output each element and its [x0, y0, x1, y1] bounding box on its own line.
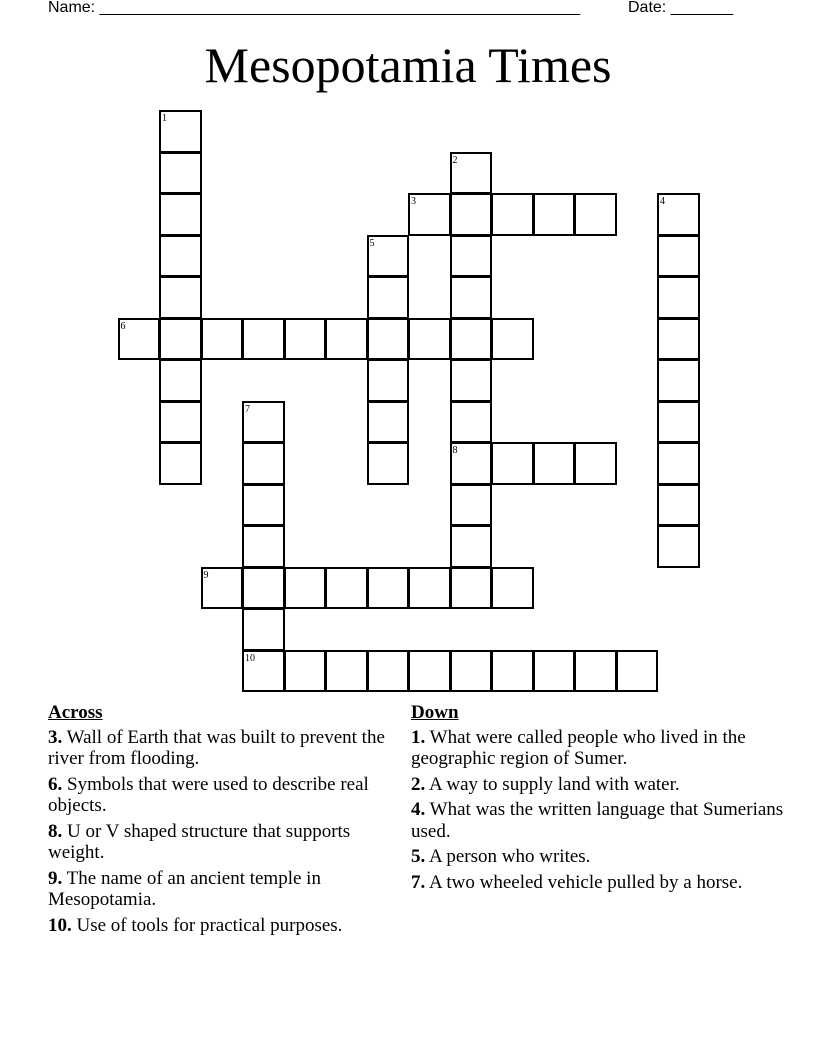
crossword-cell[interactable]: [450, 359, 493, 402]
crossword-cell[interactable]: [450, 401, 493, 444]
clue-number: 10: [245, 652, 255, 664]
clue-number: 6: [120, 320, 126, 332]
crossword-cell[interactable]: [159, 359, 202, 402]
clue-item-number: 10.: [48, 914, 72, 936]
clue-item-number: 4.: [411, 799, 426, 820]
crossword-cell[interactable]: [533, 650, 576, 693]
crossword-cell[interactable]: [367, 650, 410, 693]
crossword-cell[interactable]: [159, 318, 202, 361]
clue-item-text: A person who writes.: [428, 846, 591, 867]
clue-number: 2: [452, 154, 458, 166]
crossword-cell[interactable]: [491, 193, 534, 236]
clue-item-text: The name of an ancient temple in Mesopotamia.: [48, 867, 321, 910]
clue-item: [48, 774, 398, 817]
crossword-cell[interactable]: [657, 484, 700, 527]
crossword-cell[interactable]: [450, 235, 493, 278]
clue-item-number: 5.: [411, 846, 426, 867]
clue-item-text: What was the written language that Sumerians used.: [411, 799, 784, 842]
crossword-cell[interactable]: [450, 276, 493, 319]
crossword-cell[interactable]: [242, 401, 285, 444]
clue-item: [411, 846, 791, 868]
crossword-cell[interactable]: [450, 442, 493, 485]
crossword-cell[interactable]: [657, 318, 700, 361]
crossword-cell[interactable]: [242, 650, 285, 693]
crossword-cell[interactable]: [325, 650, 368, 693]
crossword-cell[interactable]: [159, 276, 202, 319]
crossword-cell[interactable]: [242, 567, 285, 610]
clue-item: [411, 727, 791, 770]
crossword-cell[interactable]: [284, 567, 327, 610]
clue-item-text: A two wheeled vehicle pulled by a horse.: [428, 871, 743, 893]
crossword-cell[interactable]: [159, 401, 202, 444]
crossword-cell[interactable]: [367, 401, 410, 444]
crossword-cell[interactable]: [325, 318, 368, 361]
crossword-cell[interactable]: [450, 567, 493, 610]
crossword-cell[interactable]: [284, 650, 327, 693]
crossword-cell[interactable]: [491, 318, 534, 361]
across-clues: [48, 702, 398, 940]
clue-item: [411, 774, 791, 796]
crossword-cell[interactable]: [159, 235, 202, 278]
crossword-cell[interactable]: [408, 193, 451, 236]
crossword-cell[interactable]: [657, 193, 700, 236]
clue-number: 3: [411, 196, 416, 207]
crossword-cell[interactable]: [574, 193, 617, 236]
crossword-cell[interactable]: [408, 567, 451, 610]
crossword-cell[interactable]: [574, 650, 617, 693]
crossword-cell[interactable]: [242, 318, 285, 361]
crossword-cell[interactable]: [367, 567, 410, 610]
crossword-cell[interactable]: [242, 484, 285, 527]
clue-item-text: Symbols that were used to describe real objects.: [48, 773, 369, 816]
crossword-cell[interactable]: [657, 235, 700, 278]
clue-number: 8: [452, 445, 458, 456]
crossword-cell[interactable]: [367, 442, 410, 485]
crossword-cell[interactable]: [657, 442, 700, 485]
name-field-label: Name: ______________________________________________________: [48, 0, 581, 16]
clue-item-text: What were called people who lived in the geographic region of Sumer.: [411, 726, 746, 769]
clue-item: [48, 727, 398, 770]
crossword-cell[interactable]: [491, 567, 534, 610]
clue-item-text: A way to supply land with water.: [428, 773, 680, 795]
crossword-cell[interactable]: [201, 567, 244, 610]
crossword-cell[interactable]: [533, 193, 576, 236]
clue-item-number: 2.: [411, 773, 426, 795]
crossword-cell[interactable]: [118, 318, 161, 361]
clue-item: [411, 872, 791, 894]
clue-item: [411, 799, 791, 842]
crossword-cell[interactable]: [201, 318, 244, 361]
crossword-cell[interactable]: [450, 193, 493, 236]
crossword-cell[interactable]: [159, 193, 202, 236]
down-heading: Down: [411, 702, 459, 723]
clue-item-number: 1.: [411, 726, 426, 748]
crossword-cell[interactable]: [616, 650, 659, 693]
crossword-cell[interactable]: [657, 276, 700, 319]
clue-number: 1: [162, 113, 167, 124]
clue-item: [48, 821, 398, 864]
clue-item-number: 9.: [48, 867, 63, 889]
crossword-cell[interactable]: [657, 525, 700, 568]
clue-item-text: Wall of Earth that was built to prevent the river from flooding.: [48, 726, 385, 769]
across-heading: Across: [48, 702, 103, 723]
clue-number: 9: [203, 569, 209, 581]
clue-number: 5: [369, 237, 375, 249]
clue-item-number: 3.: [48, 726, 63, 748]
crossword-cell[interactable]: [242, 525, 285, 568]
crossword-cell[interactable]: [657, 359, 700, 402]
crossword-cell[interactable]: [450, 152, 493, 195]
crossword-cell[interactable]: [491, 442, 534, 485]
crossword-cell[interactable]: [242, 442, 285, 485]
clue-item-number: 6.: [48, 773, 63, 795]
crossword-cell[interactable]: [450, 484, 493, 527]
crossword-cell[interactable]: [450, 318, 493, 361]
clue-item-text: U or V shaped structure that supports weight.: [48, 820, 351, 863]
crossword-cell[interactable]: [657, 401, 700, 444]
crossword-cell[interactable]: [450, 650, 493, 693]
date-field-label: Date: _______: [628, 0, 733, 16]
clue-item-number: 8.: [48, 820, 63, 842]
clue-number: 7: [245, 403, 250, 415]
clue-item: [48, 915, 398, 937]
crossword-cell[interactable]: [367, 318, 410, 361]
crossword-cell[interactable]: [159, 442, 202, 485]
crossword-cell[interactable]: [367, 235, 410, 278]
crossword-cell[interactable]: [408, 318, 451, 361]
clue-item-text: Use of tools for practical purposes.: [76, 914, 343, 936]
crossword-cell[interactable]: [491, 650, 534, 693]
crossword-cell[interactable]: [408, 650, 451, 693]
clue-number: 4: [660, 196, 665, 207]
crossword-cell[interactable]: [242, 608, 285, 651]
crossword-cell[interactable]: [367, 359, 410, 402]
crossword-cell[interactable]: [159, 110, 202, 153]
down-clues: [411, 702, 791, 897]
clue-item-number: 7.: [411, 871, 426, 893]
crossword-cell[interactable]: [159, 152, 202, 195]
crossword-cell[interactable]: [450, 525, 493, 568]
clue-item: [48, 868, 398, 911]
crossword-cell[interactable]: [325, 567, 368, 610]
crossword-cell[interactable]: [574, 442, 617, 485]
crossword-cell[interactable]: [533, 442, 576, 485]
crossword-cell[interactable]: [367, 276, 410, 319]
crossword-cell[interactable]: [284, 318, 327, 361]
page-title: Mesopotamia Times: [204, 37, 612, 93]
